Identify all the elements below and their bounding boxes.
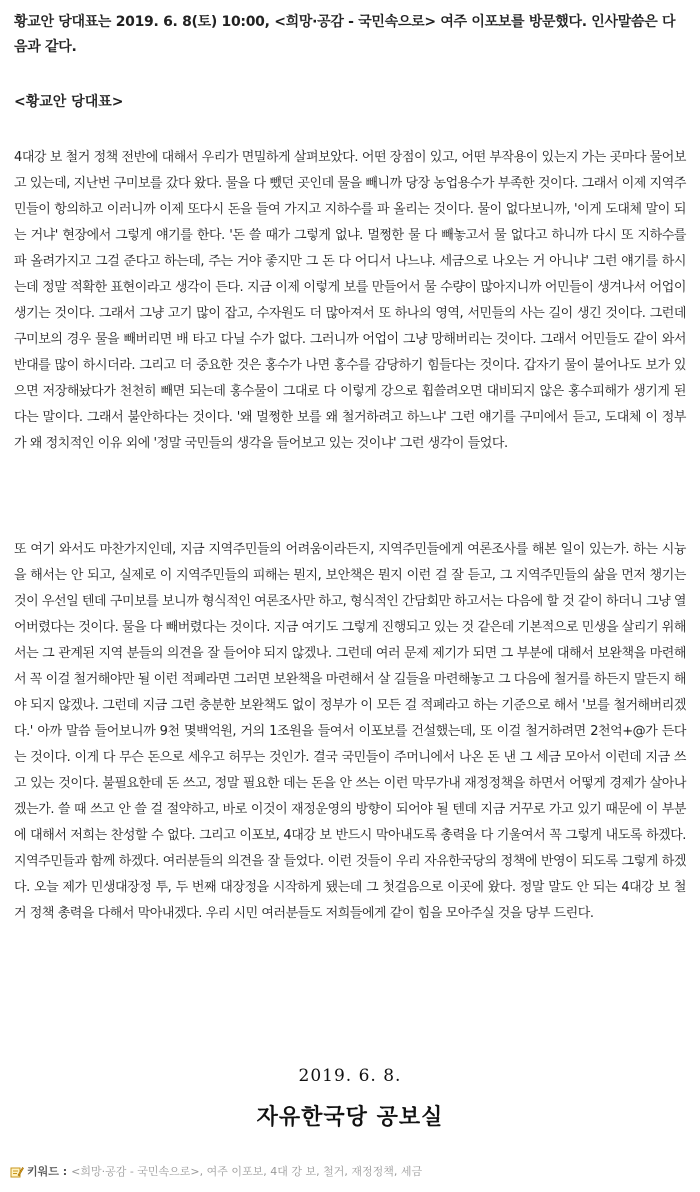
keywords-label: 키워드 : xyxy=(27,1165,68,1178)
keywords-values: <희망·공감 - 국민속으로>, 여주 이포보, 4대 강 보, 철거, 재정정책, 세금 xyxy=(71,1165,423,1178)
release-date: 2019. 6. 8. xyxy=(298,1066,402,1086)
speech-paragraph-2: 또 여기 와서도 마찬가지인데, 지금 지역주민들의 어려움이라든지, 지역주민들에게 여론조사를 해본 일이 있는가. 하는 시늉을 해서는 안 되고, 실제로 이 지역주민들의 피해는 뭔지, 보안책은 뭔지 이런 걸 잘 듣고, 그 지역주민들의 삶을 먼저 챙기는 것이 우선일 텐데 구미보를 보니까 형식적인 여론조사만 하고, 형식적인 간담회만 하고서는 다음에 할 것 같이 하더니 그냥 열어버렸다는 것이다. 물을 다 빼버렸다는 것이다. 지금 여기도 그렇게 진행되고 있는 것 같은데 기본적으로 민생을 살리기 위해서는 그 관계된 지역 분들의 의견을 잘 들어야 되지 않겠나. 그런데 여러 문제 제기가 되면 그 부분에 대해서 보완책을 마련해서 꼭 이걸 철거해야만 될 이런 적폐라면 그러면 보완책을 마련해서 살 길들을 마련해놓고 그 다음에 철거를 하든지 말든지 해야 되지 않겠나. 그런데 지금 그런 충분한 보완책도 없이 정부가 이 모든 걸 적폐라고 하는 기준으로 해서 '보를 철거해버리겠다.' 아까 말씀 들어보니까 9천 몇백억원, 거의 1조원을 들여서 이포보를 건설했는데, 또 이걸 철거하려면 2천억+@가 든다는 것이다. 이게 다 무슨 돈으로 세우고 허무는 것인가. 결국 국민들이 주머니에서 나온 돈 낸 그 세금 모아서 이런데 지금 쓰고 있는 것이다. 불필요한데 돈 쓰고, 정말 필요한 데는 돈을 안 쓰는 이런 막무가내 재정정책을 하면서 어떻게 경제가 살아나겠는가. 쓸 때 쓰고 안 쓸 걸 절약하고, 바로 이것이 재정운영의 방향이 되어야 될 텐데 지금 거꾸로 가고 있기 때문에 이 부분에 대해서 저희는 찬성할 수 없다. 그리고 이포보, 4대강 보 반드시 막아내도록 총력을 다 기울여서 꼭 그렇게 내도록 하겠다. 지역주민들과 함께 하겠다. 여러분들의 의견을 잘 들었다. 이런 것들이 우리 자유한국당의 정책에 반영이 되도록 그렇게 하겠다. 오늘 제가 민생대장정 투, 두 번째 대장정을 시작하게 됐는데 그 첫걸음으로 이곳에 왔다. 정말 말도 안 되는 4대강 보 철거 정책 총력을 다해서 막아내겠다. 우리 시민 여러분들도 저희들에게 같이 힘을 모아주실 것을 당부 드린다. xyxy=(14,542,686,921)
speaker-heading: <황교안 당대표> xyxy=(14,94,124,110)
issuer-name: 자유한국당 공보실 xyxy=(256,1105,444,1130)
intro-text: 황교안 당대표는 2019. 6. 8(토) 10:00, <희망·공감 - 국민속으로> 여주 이포보를 방문했다. 인사말씀은 다음과 같다. xyxy=(14,14,676,55)
speech-paragraph-1: 4대강 보 철거 정책 전반에 대해서 우리가 면밀하게 살펴보았다. 어떤 장점이 있고, 어떤 부작용이 있는지 가는 곳마다 물어보고 있는데, 지난번 구미보를 갔다 왔다. 물을 다 뺐던 곳인데 물을 빼니까 당장 농업용수가 부족한 것이다. 그래서 이제 지역주민들이 항의하고 이러니까 이제 또다시 돈을 들여 가지고 지하수를 파 올리는 것이다. 물이 없다보니까, '이게 도대체 말이 되는 거냐' 현장에서 그렇게 얘기를 한다. '돈 쓸 때가 그렇게 없냐. 멀쩡한 물 다 빼놓고서 물 없다고 하니까 다시 또 지하수를 파 올려가지고 그걸 준다고 하는데, 주는 거야 좋지만 그 돈 다 어디서 나느냐. 세금으로 나오는 거 아니냐' 그런 얘기를 하시는데 정말 적확한 표현이라고 생각이 든다. 지금 이제 이렇게 보를 만들어서 물 수량이 많아지니까 어민들이 생겨나서 어업이 생기는 것이다. 그래서 그냥 고기 많이 잡고, 수자원도 더 많아져서 또 하나의 영역, 서민들의 사는 길이 생긴 것이다. 그런데 구미보의 경우 물을 빼버리면 배 타고 다닐 수가 없다. 그러니까 어업이 그냥 망해버리는 것이다. 그래서 어민들도 같이 와서 반대를 많이 하시더라. 그리고 더 중요한 것은 홍수가 나면 홍수를 감당하기 힘들다는 것이다. 갑자기 물이 불어나도 보가 있으면 저장해놨다가 천천히 빼면 되는데 홍수물이 그대로 다 이렇게 강으로 휩쓸려오면 대비되지 않은 홍수피해가 생기게 된다는 말이다. 그래서 불안하다는 것이다. '왜 멀쩡한 보를 왜 철거하려고 하느냐' 그런 얘기를 구미에서 듣고, 도대체 이 정부가 왜 정치적인 이유 외에 '정말 국민들의 생각을 들어보고 있는 것이냐' 그런 생각이 들었다. xyxy=(14,150,686,451)
keywords-bar xyxy=(10,1163,690,1181)
pencil-note-icon xyxy=(10,1166,24,1178)
